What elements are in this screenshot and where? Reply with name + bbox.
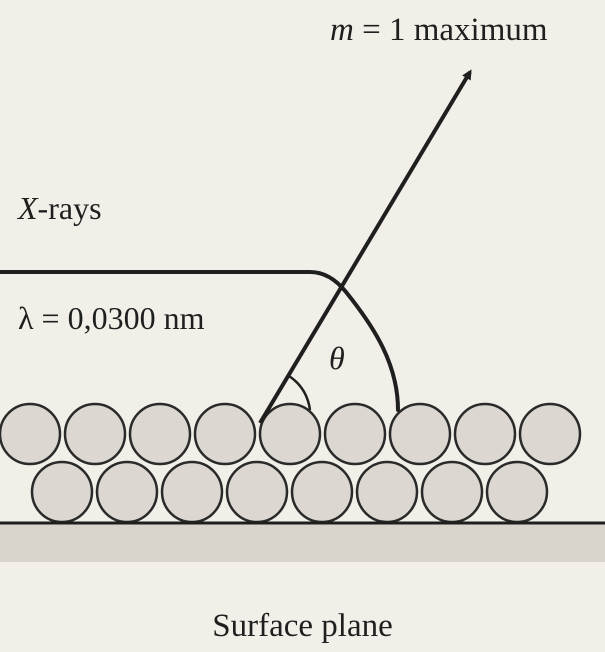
rays-text: -rays: [37, 190, 102, 226]
atom-bottom-row: [422, 462, 482, 522]
substrate-band: [0, 524, 605, 562]
atom-top-row: [520, 404, 580, 464]
lambda-symbol: λ: [18, 300, 34, 336]
atom-top-row: [0, 404, 60, 464]
surface-plane-label: Surface plane: [212, 608, 393, 644]
theta-label: θ: [329, 340, 345, 376]
wavelength-value: 0,0300 nm: [67, 300, 205, 336]
atom-bottom-row: [97, 462, 157, 522]
atom-top-row: [65, 404, 125, 464]
m-equals-sign: =: [362, 12, 381, 48]
atom-bottom-row: [292, 462, 352, 522]
diffracted-beam-arrow: [260, 72, 470, 423]
wavelength-label: [18, 302, 204, 334]
x-variable: X: [18, 190, 38, 226]
atom-top-row: [130, 404, 190, 464]
atom-row-bottom: [32, 462, 547, 522]
maximum-text: 1 maximum: [388, 12, 548, 48]
lambda-equals-sign: =: [41, 300, 60, 336]
atom-bottom-row: [357, 462, 417, 522]
atom-bottom-row: [487, 462, 547, 522]
atom-row-top: [0, 404, 580, 464]
atom-bottom-row: [32, 462, 92, 522]
atom-top-row: [455, 404, 515, 464]
atom-bottom-row: [162, 462, 222, 522]
m-variable: m: [330, 12, 354, 48]
atom-top-row: [390, 404, 450, 464]
m1-maximum-label: [330, 14, 548, 47]
xrays-label: [18, 192, 102, 224]
atom-top-row: [260, 404, 320, 464]
atom-top-row: [325, 404, 385, 464]
atom-bottom-row: [227, 462, 287, 522]
atom-top-row: [195, 404, 255, 464]
